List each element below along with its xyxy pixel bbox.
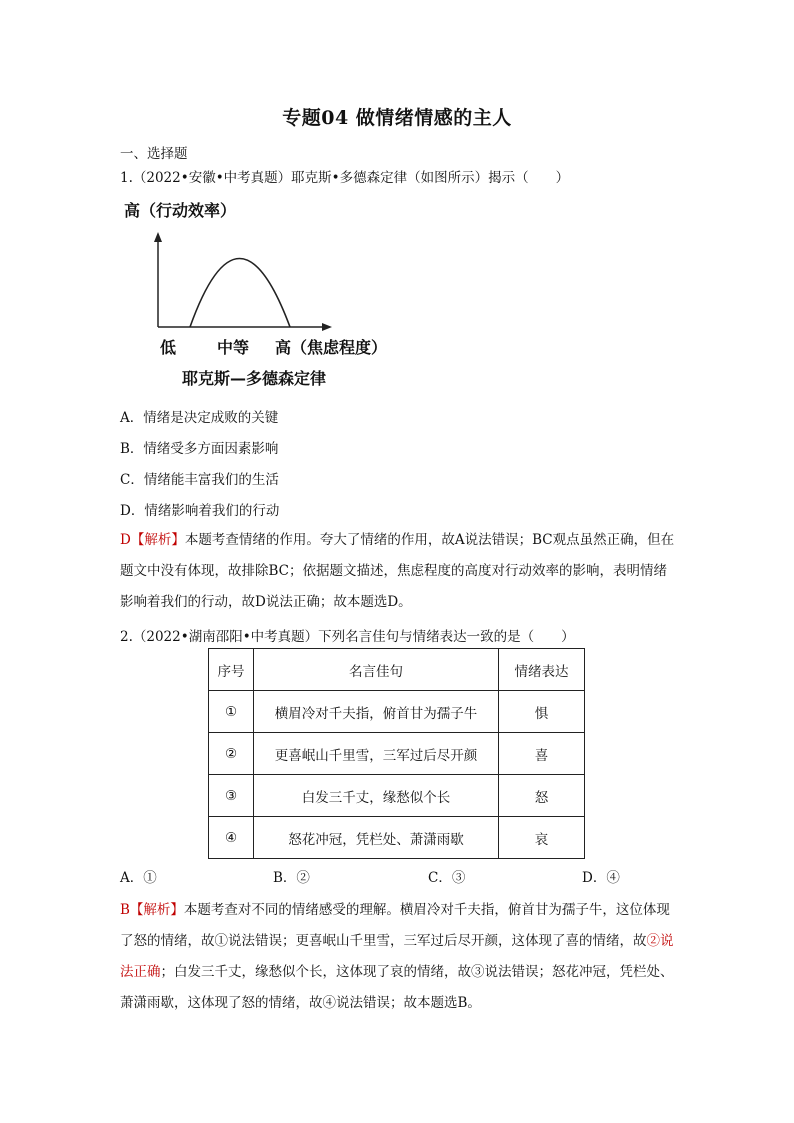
yerkes-dodson-figure	[118, 196, 418, 396]
explanation-text: 本题考查对不同的情绪感受的理解。横眉冷对千夫指，俯首甘为孺子牛，这位体现了怒的情绪，故①说法错误；更喜岷山千里雪，三军过后尽开颜，这体现了喜的情绪，故	[120, 902, 670, 949]
explanation-highlight: ②说法正确	[120, 933, 674, 980]
row-number: ①	[209, 691, 254, 733]
row-quote: 更喜岷山千里雪，三军过后尽开颜	[254, 733, 499, 775]
row-emotion: 喜	[499, 733, 585, 775]
question-2-answer: B	[120, 902, 130, 918]
header-number: 序号	[209, 649, 254, 691]
question-2-explanation	[120, 895, 680, 1019]
question-1-option-b: B．情绪受多方面因素影响	[120, 441, 279, 457]
row-quote: 怒花冲冠，凭栏处、萧潇雨歇	[254, 817, 499, 859]
figure-curve	[190, 259, 290, 328]
figure-y-arrow	[154, 232, 162, 242]
row-number: ④	[209, 817, 254, 859]
question-2-option-c: C．③	[428, 870, 466, 886]
figure-x-mid: 中等	[217, 338, 250, 357]
figure-x-high: 高（焦虑程度）	[275, 338, 388, 357]
row-number: ②	[209, 733, 254, 775]
header-quote: 名言佳句	[254, 649, 499, 691]
explanation-tag: 【解析】	[130, 532, 185, 548]
question-1-option-d: D．情绪影响着我们的行动	[120, 503, 280, 519]
question-1-explanation	[120, 525, 680, 618]
row-emotion: 怒	[499, 775, 585, 817]
question-1-answer: D	[120, 532, 131, 548]
explanation-tag: 【解析】	[129, 902, 184, 918]
quote-emotion-table	[208, 648, 585, 859]
figure-x-arrow	[322, 323, 332, 331]
figure-caption: 耶克斯—多德森定律	[182, 369, 327, 388]
question-2-option-b: B．②	[273, 870, 310, 886]
table-row	[209, 733, 585, 775]
explanation-text: 本题考查情绪的作用。夸大了情绪的作用，故A说法错误；BC观点虽然正确，但在题文中没有体现，故排除BC；依据题文描述，焦虑程度的高度对行动效率的影响，表明情绪影响着我们的行动，故D说法正确；故本题选D。	[120, 532, 675, 610]
table-row	[209, 691, 585, 733]
question-2-option-d: D．④	[582, 870, 620, 886]
question-2-option-a: A．①	[120, 870, 157, 886]
table-row	[209, 775, 585, 817]
explanation-text: ；白发三千丈，缘愁似个长，这体现了哀的情绪，故③说法错误；怒花冲冠，凭栏处、萧潇雨歇，这体现了怒的情绪，故④说法错误；故本题选B。	[120, 964, 674, 1011]
question-1-option-a: A．情绪是决定成败的关键	[120, 410, 279, 426]
page-title: 专题04 做情绪情感的主人	[282, 107, 512, 129]
table-row	[209, 817, 585, 859]
section-heading: 一、选择题	[120, 146, 188, 162]
table-header-row	[209, 649, 585, 691]
question-2-stem: 2.（2022•湖南邵阳•中考真题）下列名言佳句与情绪表达一致的是（ ）	[120, 629, 575, 645]
row-emotion: 惧	[499, 691, 585, 733]
row-quote: 白发三千丈，缘愁似个长	[254, 775, 499, 817]
question-2-options	[0, 866, 794, 886]
question-1-option-c: C．情绪能丰富我们的生活	[120, 472, 279, 488]
header-emotion: 情绪表达	[499, 649, 585, 691]
row-quote: 横眉冷对千夫指，俯首甘为孺子牛	[254, 691, 499, 733]
row-emotion: 哀	[499, 817, 585, 859]
row-number: ③	[209, 775, 254, 817]
question-1-stem: 1.（2022•安徽•中考真题）耶克斯•多德森定律（如图所示）揭示（ ）	[120, 170, 570, 186]
figure-x-low: 低	[160, 338, 177, 357]
figure-y-label: 高（行动效率）	[124, 201, 237, 220]
